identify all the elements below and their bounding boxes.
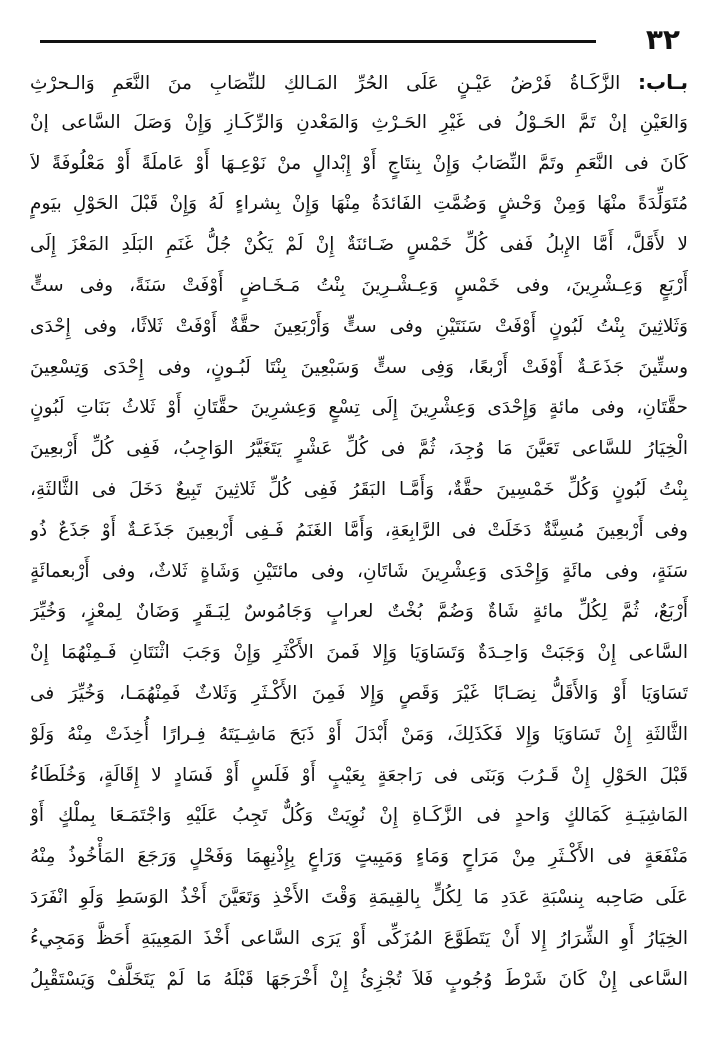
text-line-15: السَّاعى إِنْ وَجَبَتْ وَاحِـدَةٌ وَتَسَاوَيَا وَإِلا فَمنَ الأَكْثَرِ وَإِنْ وَجَبَ اثْنَتَانِ فَـمِنْهُمَا إِنْ bbox=[30, 642, 688, 664]
text-line-6: أَرْبَعٍ وَعِـشْرِينَ، وفى خَمْسٍ وَعِـشْـرِينَ بِنْتُ مَـخَـاضٍ أَوْفَتْ سَنَةً، وفى ستٍّ bbox=[30, 274, 688, 296]
text-line-7: وَثَلاثِينَ بِنْتُ لَبُونٍ أَوْفَتْ سَنَتَيْنِ وفى ستٍّ وَأَرْبَعِينَ حقَّةٌ أَوْفَتْ ثَلاثًا، وفى إِحْدَى bbox=[30, 315, 688, 337]
text-line-13: سَنَةٍ، وفى مائَةٍ وَإِحْدَى وَعِشْرِينَ شَاتَانِ، وفى مائتَيْنِ وَشَاةٍ ثَلاثٌ، وفى أَرْبعمائَةٍ bbox=[30, 560, 688, 582]
section-body bbox=[30, 62, 688, 1000]
text-line-20: مَنْفَعَةٍ فى الأَكْـثَرِ مِنْ مَرَاحٍ وَمَاءٍ وَمَبِيتٍ وَرَاعٍ بِإِذْنِهِمَا وَفَحْلٍ وَرَجَعَ المَأْخُوذُ مِنْهُ bbox=[30, 846, 688, 868]
text-line-23: السَّاعى إِنْ كَانَ شَرْطَ وُجُوبٍ فَلاَ تُجْزِئُ إِنْ أَخْرَجَهَا قَبْلَهُ مَا لَمْ يَتَخَلَّفْ وَيَسْتَقْبِلُ bbox=[30, 968, 688, 990]
text-line-11: بِنْتُ لَبُونٍ وَكُلِّ خَمْسِينَ حقَّةٌ، وَأَمَّـا البَقَرُ فَفِى كُلِّ ثَلاثِينَ تَبِيعٌ دَخَلَ فى الثَّالثَةِ، bbox=[30, 478, 688, 500]
text-line-4: مُتَوَلِّدَةً منْهَا وَمِنْ وَحْشٍ وَضُمَّتِ الفَائدَةُ مِنْهَا وَإِنْ بِشراءٍ لَهُ وَإِنْ قَبْلَ الحَوْلِ بيَومٍ bbox=[30, 193, 688, 215]
text-line-17: الثَّالثَةِ إِنْ تَسَاوَيَا وَإِلا فَكَذَلِكَ، وَمَنْ أَبْدَلَ أَوْ ذَبَحَ مَاشِـيَتَهُ فِـرارًا أُخِذَتْ مِنْهُ وَلَوْ bbox=[30, 723, 688, 745]
text-line-22: الخِيَارُ أَوِ الشِّرَارُ إِلا أَنْ يَتَطَوَّعَ المُزَكِّى أَوْ يَرَى السَّاعى أَخْذَ المَعِيبَةِ أَحَظَّ وَمَجِيءُ bbox=[30, 927, 688, 949]
text-line-8: وستِّينَ جَذَعَـةٌ أَوْفَتْ أَرْبعًا، وَفِى ستٍّ وَسَبْعِينَ بِنْتَا لَبُـونٍ، وفى إِحْدَى وَتِسْعِينَ bbox=[30, 356, 688, 378]
text-line-9: حقَّتَانِ، وفى مائةٍ وَإِحْدَى وَعِشْرِينَ إِلَى تِسْعٍ وَعِشرِينَ حقَّتَانِ أَوْ ثَلاثُ بَنَاتِ لَبُونٍ bbox=[30, 397, 688, 419]
page-header bbox=[40, 18, 680, 62]
text-line-12: وفى أَرْبعِينَ مُسِنَّةٌ دَخَلَتْ فى الرَّابِعَةِ، وَأَمَّا الغَنَمُ فَـفِى أَرْبعِينَ جَذَعَـةٌ أَوْ جَذَعٌ ذُو bbox=[30, 519, 688, 541]
text-line-3: كَانَ فى النَّعَمِ وتَمَّ النِّصَابُ وَإِنْ بِنتَاجٍ أَوْ إِبْدالٍ منْ نَوْعِـهَا أَوْ عَاملَةً أَوْ مَعْلُوفَةً لاَ bbox=[30, 152, 688, 174]
header-rule bbox=[40, 40, 596, 43]
text-line-18: قَبْلَ الحَوْلِ إِنْ قَـرُبَ وَبَنَى فى رَاجعَةٍ بِعَيْبٍ أَوْ فَلَسٍ أَوْ فَسَادٍ لا إِقَالَةٍ، وَخُلَطَاءُ bbox=[30, 764, 688, 786]
text-line-21: عَلَى صَاحِبه بِنسْبَةِ عَدَدِ مَا لِكُلٍّ بِالقِيمَةِ وَقْتَ الأَخْذِ وَتَعَيَّنَ أَخْذُ الوَسَطِ وَلَوِ انْفَرَدَ bbox=[30, 886, 688, 908]
section-heading: بـاب: bbox=[638, 70, 688, 94]
text-line-19: المَاشِيَـةِ كَمَالكٍ وَاحدٍ فى الزَّكَـاةِ إِنْ نُوِيَتْ وَكُلٌّ تَجِبُ عَلَيْهِ وَاجْتَمَـعَا بِملْكٍ أَوْ bbox=[30, 805, 688, 827]
line-content: الزَّكَـاةُ فَرْضُ عَيْـنٍ عَلَى الحُرِّ المَـالكِ للنِّصَابِ منَ النَّعَمِ وَالـحرْثِ bbox=[30, 73, 621, 94]
text-line-5: لا لأَقَلَّ، أَمَّا الإِبلُ فَفى كُلِّ خَمْسٍ ضَـائنَةٌ إِنْ لَمْ يَكُنْ جُلُّ غَنَمِ البَلَدِ المَعْزَ إِلَى bbox=[30, 234, 688, 256]
text-line-16: تَسَاوَيَا أَوْ وَالأَقَلُّ نِصَـابًا غَيْرَ وَقَصٍ وَإِلا فَمِنَ الأَكْـثَرِ وَثَلاثٌ فَمِنْهُمَـا، وَخُيِّرَ فى bbox=[30, 682, 688, 704]
page-number: ٣٢ bbox=[645, 23, 680, 56]
text-line-2: وَالعَيْنِ إنْ تَمَّ الحَـوْلُ فى غَيْرِ الحَـرْثِ وَالمَعْدنِ وَالرِّكَـازِ وَإِنْ وَصَلَ السَّاعى إنْ bbox=[30, 111, 688, 133]
text-line-10: الْخِيَارُ للسَّاعى تَعَيَّنَ مَا وُجِدَ، ثُمَّ فى كُلِّ عَشْرٍ يَتَغَيَّرُ الوَاجِبُ، فَفِى كُلِّ أَرْبعِينَ bbox=[30, 438, 688, 460]
text-line-14: أَرْبَعٌ، ثُمَّ لِكُلِّ مائةٍ شَاةٌ وَضُمَّ بُخْتٌ لعرابٍ وَجَامُوسٌ لِبَـقَرٍ وَضَانٌ لِمعْزٍ، وَخُيِّرَ bbox=[30, 601, 688, 623]
text-line-1 bbox=[30, 62, 688, 103]
